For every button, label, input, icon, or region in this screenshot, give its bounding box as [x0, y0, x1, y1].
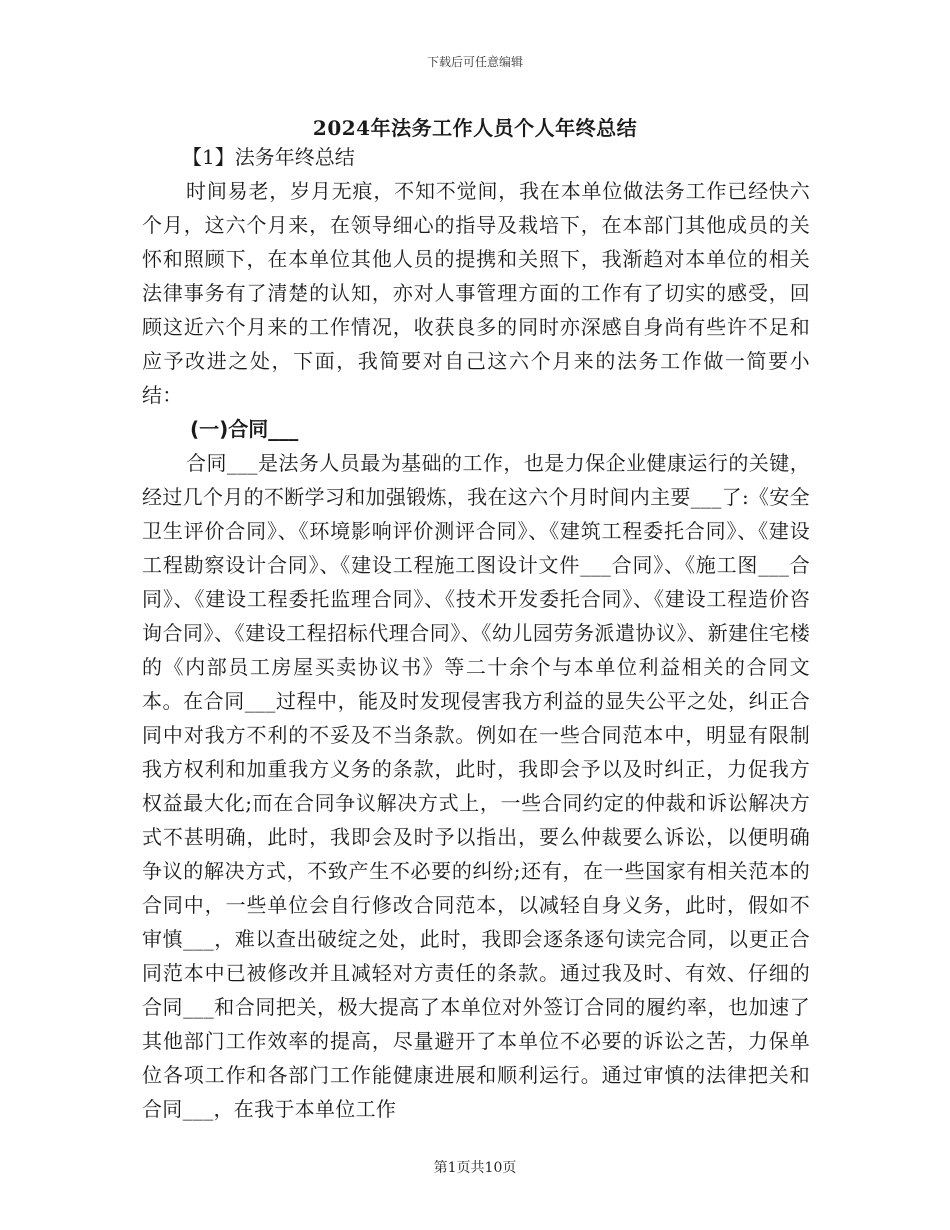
subheading-contract: (一)合同___ — [190, 417, 299, 441]
contract-paragraph: 合同___是法务人员最为基础的工作，也是力保企业健康运行的关键，经过几个月的不断学习和加强锻炼，我在这六个月时间内主要___了:《安全卫生评价合同》、《环境影响评价测评合同》、《建筑工程委托合同》、《建设工程勘察设计合同》、《建设工程施工图设计文件___合同》、《施工图___合同》、《建设工程委托监理合同》、《技术开发委托合同》、《建设工程造价咨询合同》、《建设工程招标代理合同》、《幼儿园劳务派遣协议》、新建住宅楼的《内部员工房屋买卖协议书》等二十余个与本单位利益相关的合同文本。在合同___过程中，能及时发现侵害我方利益的显失公平之处，纠正合同中对我方不利的不妥及不当条款。例如在一些合同范本中，明显有限制我方权利和加重我方义务的条款，此时，我即会予以及时纠正，力促我方权益最大化;而在合同争议解决方式上，一些合同约定的仲裁和诉讼解决方式不甚明确，此时，我即会及时予以指出，要么仲裁要么诉讼，以便明确争议的解决方式，不致产生不必要的纠纷;还有，在一些国家有相关范本的合同中，一些单位会自行修改合同范本，以减轻自身义务，此时，假如不审慎___，难以查出破绽之处，此时，我即会逐条逐句读完合同，以更正合同范本中已被修改并且减轻对方责任的条款。通过我及时、有效、仔细的合同___和合同把关，极大提高了本单位对外签订合同的履约率，也加速了其他部门工作效率的提高，尽量避开了本单位不必要的诉讼之苦，力保单位各项工作和各部门工作能健康进展和顺利运行。通过审慎的法律把关和合同___，在我于本单位工作 — [142, 451, 810, 1121]
section-label: 【1】法务年终总结 — [182, 145, 355, 169]
intro-paragraph: 时间易老，岁月无痕，不知不觉间，我在本单位做法务工作已经快六个月，这六个月来，在领导细心的指导及栽培下，在本部门其他成员的关怀和照顾下，在本单位其他人员的提携和关照下，我渐趋对本单位的相关法律事务有了清楚的认知，亦对人事管理方面的工作有了切实的感受，回顾这近六个月来的工作情况，收获良多的同时亦深感自身尚有些许不足和应予改进之处，下面，我简要对自己这六个月来的法务工作做一简要小结： — [142, 179, 810, 407]
document-body — [142, 140, 810, 1126]
header-note: 下载后可任意编辑 — [426, 55, 523, 69]
document-title: 2024年法务工作人员个人年终总结 — [312, 116, 638, 140]
page-footer: 第1页共10页 — [433, 1160, 517, 1176]
